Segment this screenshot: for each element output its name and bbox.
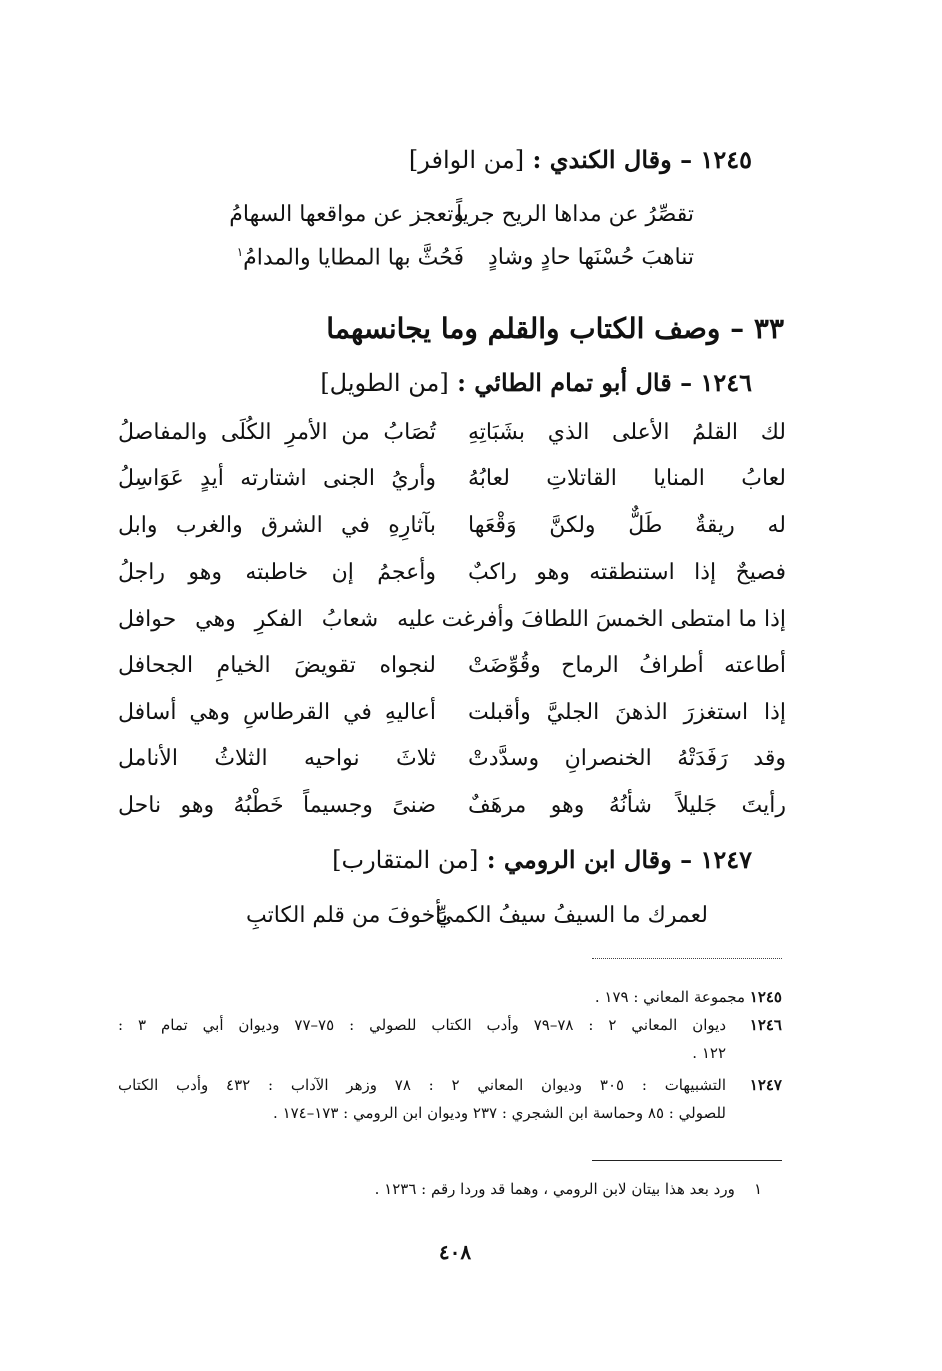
verse-1247-1-first: لعمرك ما السيفُ سيفُ الكميِّ <box>435 903 708 928</box>
note-number: ١٢٤٦ <box>749 1016 782 1034</box>
note-text-cont: ١٢٢ . <box>692 1044 726 1062</box>
hemistich-first: إذا ما امتطى الخمسَ اللطافَ وأفرغت <box>441 607 786 632</box>
hemistich-second: لنجواه تقويضَ الخيامِ الجحافل <box>118 653 436 678</box>
verse-1245-2-first: تناهبَ حُسْنَها حادٍ وشادٍ <box>487 245 694 270</box>
source-note-1245 <box>595 988 782 1006</box>
meter-label: [من المتقارب] <box>332 846 479 874</box>
hemistich-second: وأعجمُ إن خاطبته وهو راجلُ <box>118 560 436 585</box>
verse-1245-2-second <box>237 245 464 270</box>
meter-label: [من الطويل] <box>320 369 449 397</box>
hemistich-second: أعاليهِ في القرطاسِ وهي أسافل <box>118 700 436 725</box>
hemistich-first: أطاعته أطرافُ الرماح وقُوِّضَتْ <box>468 653 786 678</box>
verse-row <box>118 607 786 643</box>
verse-row <box>118 466 786 502</box>
verse-row <box>118 653 786 689</box>
note-number: ١٢٤٧ <box>749 1076 782 1094</box>
verse-row <box>118 560 786 596</box>
hemistich-first: لعابُ المنايا القاتلاتِ لعابُهُ <box>468 466 786 491</box>
source-note-1246 <box>750 1016 782 1034</box>
footnote-marker: ١ <box>236 245 244 259</box>
verse-row <box>118 513 786 549</box>
entry-number: ١٢٤٦ <box>700 368 752 397</box>
hemistich-second: تُصَابُ من الأمرِ الكُلَى والمفاصلُ <box>118 420 436 445</box>
entry-number: ١٢٤٧ <box>700 845 752 874</box>
note-text-cont: للصولي : ٨٥ وحماسة ابن الشجري : ٢٣٧ وديوان ابن الرومي : ١٧٣–١٧٤ . <box>273 1104 726 1122</box>
entry-intro: – وقال ابن الرومي : <box>478 845 701 874</box>
verse-row <box>118 700 786 736</box>
section-title-text: – وصف الكتاب والقلم وما يجانسهما <box>326 312 754 345</box>
entry-heading-1247 <box>332 845 752 874</box>
entry-number: ١٢٤٥ <box>700 145 752 174</box>
section-number: ٣٣ <box>753 312 784 345</box>
hemistich-first: وقد رَفَدَتْهُ الخنصرانِ وسدَّدتْ <box>468 746 786 771</box>
page-number: ٤٠٨ <box>438 1240 472 1264</box>
section-title <box>326 312 784 345</box>
note-text: التشبيهات : ٣٠٥ وديوان المعاني ٢ : ٧٨ وزهر الآداب : ٤٣٢ وأدب الكتاب <box>118 1076 726 1094</box>
hemistich-first: فصيحٌ إذا استنطقته وهو راكبٌ <box>468 560 786 585</box>
footnote-separator <box>592 1160 782 1161</box>
verse-1247-1-second: بأخوفَ من قلم الكاتبِ <box>246 903 448 928</box>
verse-1245-1-first: تقصِّرُ عن مداها الريح جرياً <box>456 202 694 227</box>
footnote-text: ورد بعد هذا بيتان لابن الرومي ، وهما قد وردا رقم : ١٢٣٦ . <box>374 1180 735 1198</box>
note-text: مجموعة المعاني : ١٧٩ . <box>594 988 745 1006</box>
footnote-mark: ١ <box>753 1180 762 1198</box>
entry-heading-1245 <box>409 145 752 174</box>
hemistich-first: له ريقةٌ طَلٌّ ولكنَّ وَقْعَها <box>468 513 786 538</box>
verse-1245-1-second: وتعجز عن مواقعها السهامُ <box>229 202 464 227</box>
entry-heading-1246 <box>320 368 752 397</box>
verse-row <box>118 793 786 829</box>
hemistich-text: فَحُثَّ بها المطايا والمدامُ <box>243 245 464 271</box>
hemistich-second: وأريُ الجنى اشتارته أيدٍ عَوَاسِلُ <box>118 466 436 491</box>
note-number: ١٢٤٥ <box>749 988 782 1006</box>
hemistich-second: بآثارِهِ في الشرق والغرب وابل <box>118 513 436 538</box>
notes-separator <box>592 958 782 959</box>
entry-intro: – وقال الكندي : <box>524 145 701 174</box>
verse-row <box>118 420 786 456</box>
meter-label: [من الوافر] <box>408 146 525 174</box>
verse-row <box>118 746 786 782</box>
hemistich-first: إذا استغزرَ الذهنَ الجليَّ وأقبلت <box>468 700 786 725</box>
hemistich-first: رأيتَ جَليلاً شأنُهُ وهو مرهَفٌ <box>468 793 786 818</box>
hemistich-second: ضنىً وجسيماً خَطْبُهُ وهو ناحل <box>118 793 436 818</box>
entry-intro: – قال أبو تمام الطائي : <box>448 368 701 397</box>
hemistich-second: عليه شعابُ الفكرِ وهي حوافل <box>118 607 436 632</box>
source-note-1247 <box>750 1076 782 1094</box>
hemistich-second: ثلاثَ نواحيه الثلاثُ الأنامل <box>118 746 436 771</box>
footnote <box>375 1180 762 1198</box>
note-text: ديوان المعاني ٢ : ٧٨–٧٩ وأدب الكتاب للصولي : ٧٥–٧٧ وديوان أبي تمام ٣ : <box>118 1016 727 1034</box>
hemistich-first: لك القلمُ الأعلى الذي بشَبَاتِهِ <box>468 420 786 445</box>
